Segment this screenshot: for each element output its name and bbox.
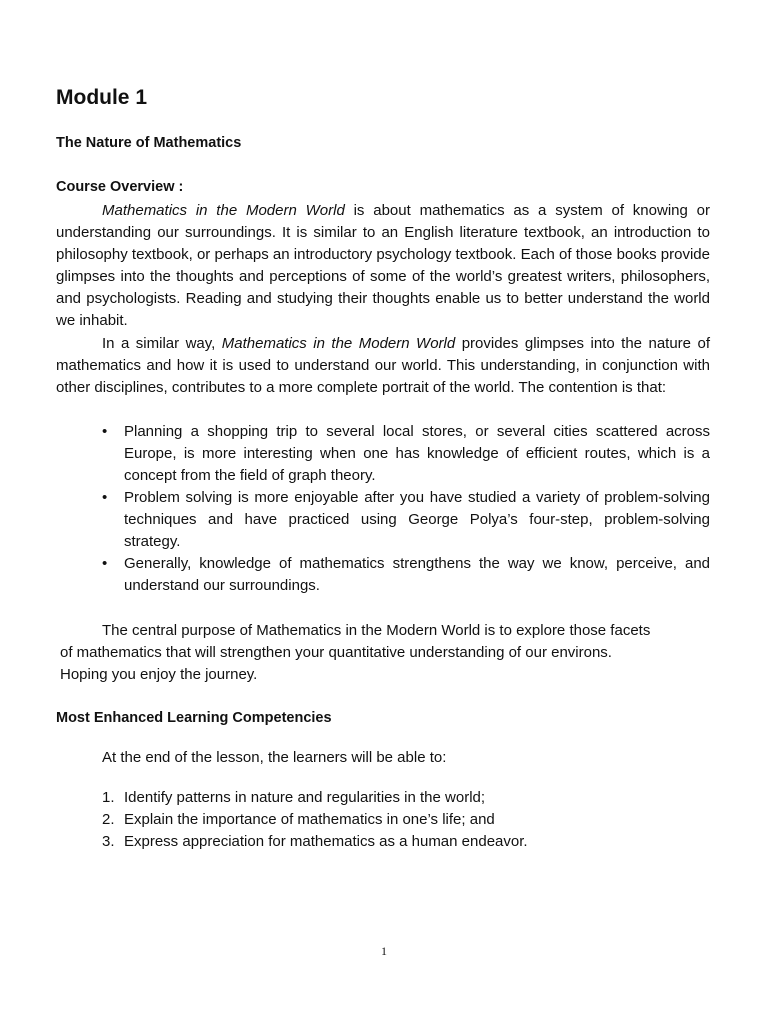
competency-text: Identify patterns in nature and regularities in the world; bbox=[124, 789, 486, 806]
competency-item bbox=[102, 831, 528, 853]
competency-item bbox=[102, 809, 528, 831]
course-overview-heading: Course Overview : bbox=[56, 179, 184, 195]
course-title-italic: Mathematics in the Modern World bbox=[102, 202, 345, 219]
bullet-text: Planning a shopping trip to several local stores, or several cities scattered across Europe, is more interesting when one has knowledge of efficient routes, which is a concept from the field of graph theory. bbox=[124, 423, 710, 484]
overview-paragraph-2-text: provides glimpses into the nature of mathematics and how it is used to understand our world. This understanding, in conjunction with other disciplines, contributes to a more complete portrait of the world. The contention is that: bbox=[56, 335, 710, 396]
bullet-icon: • bbox=[102, 489, 108, 506]
overview-paragraph-2-lead: In a similar way, bbox=[102, 335, 222, 352]
competency-text: Explain the importance of mathematics in one’s life; and bbox=[124, 811, 495, 828]
page-number: 1 bbox=[381, 944, 387, 958]
overview-paragraph-1-text: is about mathematics as a system of knowing or understanding our surroundings. It is similar to an English literature textbook, an introduction to philosophy textbook, or perhaps an introductory psychology textbook. Each of those books provide glimpses into the thoughts and perceptions of some of the world’s greatest writers, philosophers, and psychologists. Reading and studying their thoughts enable us to better understand the world we inhabit. bbox=[56, 202, 710, 329]
competency-number: 3. bbox=[102, 833, 115, 850]
competencies-intro: At the end of the lesson, the learners will be able to: bbox=[102, 749, 447, 766]
competency-text: Express appreciation for mathematics as a human endeavor. bbox=[124, 833, 528, 850]
bullet-icon: • bbox=[102, 555, 108, 572]
bullet-text: Generally, knowledge of mathematics strengthens the way we know, perceive, and understand our surroundings. bbox=[124, 555, 710, 594]
bullet-item bbox=[56, 553, 710, 597]
central-purpose-paragraph bbox=[60, 620, 660, 686]
course-title-italic-2: Mathematics in the Modern World bbox=[221, 335, 456, 352]
competency-number: 1. bbox=[102, 789, 115, 806]
competencies-list bbox=[102, 787, 528, 853]
competencies-heading: Most Enhanced Learning Competencies bbox=[56, 710, 332, 726]
competency-number: 2. bbox=[102, 811, 115, 828]
bullet-text: Problem solving is more enjoyable after you have studied a variety of problem-solving techniques and have practiced using George Polya’s four-step, problem-solving strategy. bbox=[124, 489, 710, 550]
central-purpose-text: The central purpose of Mathematics in the Modern World is to explore those facets of mathematics that will strengthen your quantitative understanding of our environs. Hoping you enjoy the journey. bbox=[60, 622, 651, 683]
competency-item bbox=[102, 787, 528, 809]
bullet-item bbox=[56, 487, 710, 553]
topic-title: The Nature of Mathematics bbox=[56, 135, 242, 151]
bullet-item bbox=[56, 421, 710, 487]
contention-bullet-list bbox=[56, 421, 710, 597]
module-title: Module 1 bbox=[56, 86, 148, 109]
overview-paragraph-1 bbox=[56, 200, 710, 332]
overview-paragraph-2 bbox=[56, 333, 710, 399]
bullet-icon: • bbox=[102, 423, 108, 440]
